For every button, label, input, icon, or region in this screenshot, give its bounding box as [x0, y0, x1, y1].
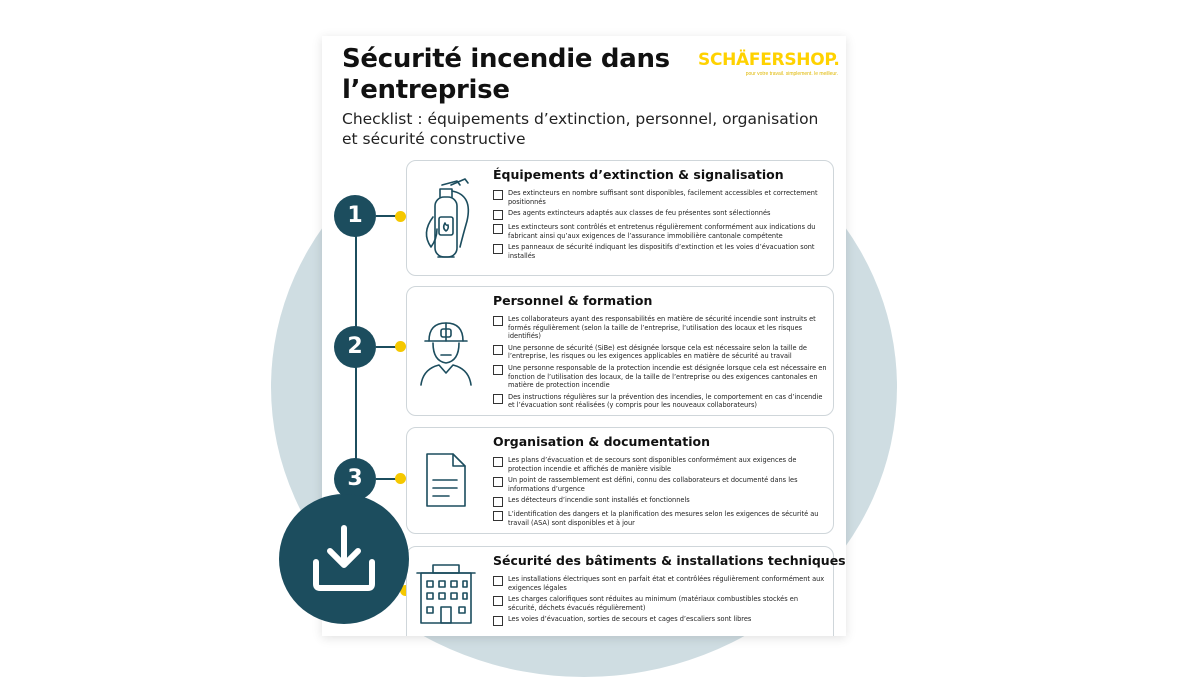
brand-logo	[698, 50, 838, 77]
download-icon	[310, 524, 378, 594]
checklist-item-text: Une personne de sécurité (SiBe) est désignée lorsque cela est nécessaire selon la taille de l’entreprise, les risques ou les exigences applicables en matière de sécurité au travail	[508, 343, 807, 361]
section-title-extinction: Équipements d’extinction & signalisation	[493, 167, 784, 182]
checkbox[interactable]	[493, 365, 503, 375]
firefighter-icon	[411, 317, 481, 407]
checklist-item	[493, 315, 827, 341]
document-title: Sécurité incendie dans l’entreprise	[342, 44, 670, 105]
section-card-buildings	[406, 546, 846, 636]
section-title-personnel: Personnel & formation	[493, 293, 653, 308]
checklist-item-text: Des agents extincteurs adaptés aux classes de feu présentes sont sélectionnés	[508, 209, 771, 218]
checkbox[interactable]	[493, 497, 503, 507]
section-card-personnel	[406, 286, 834, 416]
checklist-item	[493, 364, 827, 390]
checklist-item	[493, 223, 827, 240]
checklist-item	[493, 496, 827, 507]
checklist-item	[493, 209, 827, 220]
logo-tagline: pour votre travail. simplement. le meilleur.	[745, 71, 838, 77]
checklist-item	[493, 510, 827, 527]
section-card-extinction	[406, 160, 834, 276]
step-number-3: 3	[334, 458, 376, 500]
checkbox[interactable]	[493, 576, 503, 586]
download-button[interactable]	[279, 494, 409, 624]
checkbox[interactable]	[493, 345, 503, 355]
checklist-item-text: Les extincteurs sont contrôlés et entretenus régulièrement conformément aux indications du fabricant ainsi qu’aux exigences de l’assurance immobilière cantonale compétente	[508, 223, 816, 240]
checkbox[interactable]	[493, 190, 503, 200]
checkbox[interactable]	[493, 224, 503, 234]
checklist-item-text: Les plans d’évacuation et de secours sont disponibles conformément aux exigences de protection incendie et affichés de manière visible	[508, 456, 797, 473]
checklist-item	[493, 595, 827, 612]
checklist-item-text: Un point de rassemblement est défini, connu des collaborateurs et documenté dans les informations d’urgence	[508, 476, 798, 493]
checkbox[interactable]	[493, 210, 503, 220]
step-dot-3	[395, 473, 406, 484]
checklist-item-text: L’identification des dangers et la planification des mesures selon les exigences de sécurité au travail (ASA) sont disponibles et à jour	[508, 510, 819, 527]
logo-text: SCHÄFERSHOP.	[698, 50, 840, 70]
checklist-item-text: Des instructions régulières sur la prévention des incendies, le comportement en cas d’incendie et l’évacuation sont réalisées (y compris pour les nouveaux collaborateurs)	[508, 392, 823, 410]
fire-extinguisher-icon	[411, 173, 481, 263]
checkbox[interactable]	[493, 457, 503, 467]
document-subtitle: Checklist : équipements d’extinction, personnel, organisation et sécurité constructive	[342, 110, 819, 148]
step-number-2: 2	[334, 326, 376, 368]
document-icon	[411, 450, 481, 540]
checklist-item-text: Des extincteurs en nombre suffisant sont disponibles, facilement accessibles et correctement positionnés	[508, 189, 818, 206]
checklist-item-text: Une personne responsable de la protection incendie est désignée lorsque cela est nécessaire en fonction de l’utilisation des locaux, de la taille de l’entreprise ou des exigences cantonales en matière de protection incendie	[508, 363, 827, 390]
checklist-item-text: Les panneaux de sécurité indiquant les dispositifs d’extinction et les voies d’évacuation sont installés	[508, 243, 815, 260]
checklist-item-text: Les collaborateurs ayant des responsabilités en matière de sécurité incendie sont instruits et formés régulièrement (selon la taille de l’entreprise, l’utilisation des locaux et les risques identifiés)	[508, 315, 816, 341]
section-card-organisation	[406, 427, 834, 534]
checkbox[interactable]	[493, 394, 503, 404]
checklist-item	[493, 575, 827, 592]
checkbox[interactable]	[493, 316, 503, 326]
building-icon	[411, 561, 481, 636]
checklist-item	[493, 344, 827, 361]
checklist-item	[493, 243, 827, 260]
checkbox[interactable]	[493, 477, 503, 487]
checklist-item-text: Les voies d’évacuation, sorties de secours et cages d’escaliers sont libres	[508, 615, 752, 624]
section-title-buildings: Sécurité des bâtiments & installations techniques	[493, 553, 846, 568]
step-dot-1	[395, 211, 406, 222]
checkbox[interactable]	[493, 244, 503, 254]
checkbox[interactable]	[493, 596, 503, 606]
checklist-item	[493, 393, 827, 410]
checklist-item	[493, 615, 827, 626]
section-title-organisation: Organisation & documentation	[493, 434, 710, 449]
checklist-item-text: Les détecteurs d’incendie sont installés et fonctionnels	[508, 496, 690, 505]
checkbox[interactable]	[493, 511, 503, 521]
checklist-item	[493, 476, 827, 493]
step-dot-2	[395, 341, 406, 352]
checklist-item-text: Les installations électriques sont en parfait état et contrôlées régulièrement conformément aux exigences légales	[508, 575, 825, 592]
checklist-item-text: Les charges calorifiques sont réduites au minimum (matériaux combustibles stockés en sécurité, déchets évacués régulièrement)	[508, 595, 798, 612]
checklist-item	[493, 189, 827, 206]
checklist-item	[493, 456, 827, 473]
checkbox[interactable]	[493, 616, 503, 626]
step-number-1: 1	[334, 195, 376, 237]
